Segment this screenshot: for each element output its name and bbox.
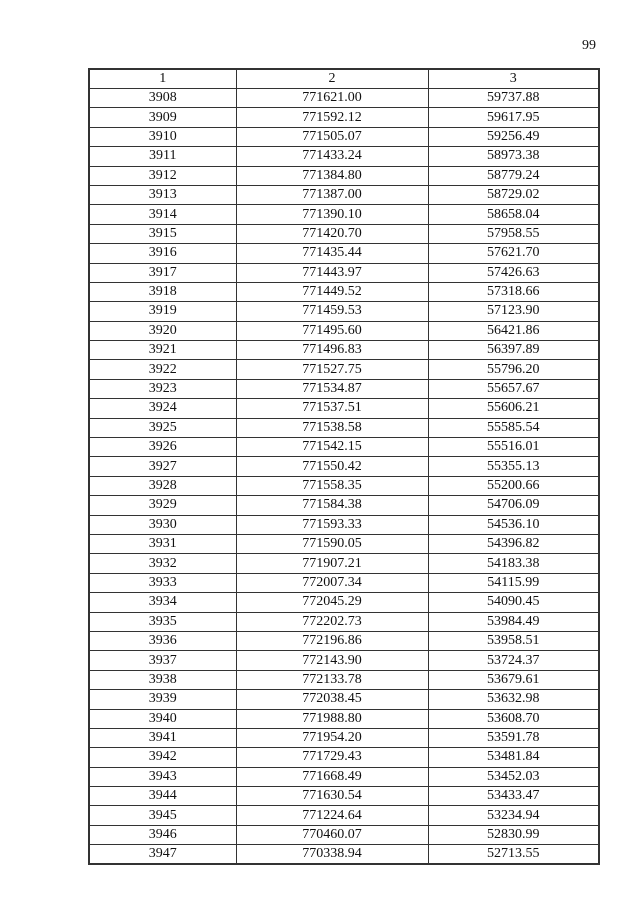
y-coordinate-cell: 54090.45 — [428, 593, 599, 612]
x-coordinate-cell: 770338.94 — [236, 845, 428, 865]
table-row — [89, 612, 599, 631]
x-coordinate-cell: 771443.97 — [236, 263, 428, 282]
x-coordinate-cell: 771459.53 — [236, 302, 428, 321]
x-coordinate-cell: 771592.12 — [236, 108, 428, 127]
x-coordinate-cell: 771534.87 — [236, 379, 428, 398]
x-coordinate-cell: 771496.83 — [236, 341, 428, 360]
y-coordinate-cell: 58779.24 — [428, 166, 599, 185]
x-coordinate-cell: 771435.44 — [236, 244, 428, 263]
y-coordinate-cell: 54115.99 — [428, 573, 599, 592]
point-number-cell: 3927 — [89, 457, 236, 476]
point-number-cell: 3938 — [89, 670, 236, 689]
y-coordinate-cell: 53679.61 — [428, 670, 599, 689]
point-number-cell: 3936 — [89, 631, 236, 650]
table-row — [89, 476, 599, 495]
table-row — [89, 709, 599, 728]
table-row — [89, 379, 599, 398]
x-coordinate-cell: 772202.73 — [236, 612, 428, 631]
point-number-cell: 3930 — [89, 515, 236, 534]
y-coordinate-cell: 53452.03 — [428, 767, 599, 786]
table-row — [89, 670, 599, 689]
x-coordinate-cell: 771387.00 — [236, 185, 428, 204]
point-number-cell: 3916 — [89, 244, 236, 263]
point-number-cell: 3934 — [89, 593, 236, 612]
y-coordinate-cell: 58729.02 — [428, 185, 599, 204]
table-row — [89, 341, 599, 360]
point-number-cell: 3946 — [89, 825, 236, 844]
x-coordinate-cell: 771590.05 — [236, 534, 428, 553]
table-row — [89, 631, 599, 650]
y-coordinate-cell: 59256.49 — [428, 127, 599, 146]
point-number-cell: 3921 — [89, 341, 236, 360]
table-row — [89, 593, 599, 612]
page-number: 99 — [582, 38, 596, 53]
x-coordinate-cell: 772196.86 — [236, 631, 428, 650]
y-coordinate-cell: 53591.78 — [428, 728, 599, 747]
x-coordinate-cell: 771668.49 — [236, 767, 428, 786]
point-number-cell: 3924 — [89, 399, 236, 418]
table-row — [89, 438, 599, 457]
table-row — [89, 515, 599, 534]
x-coordinate-cell: 771593.33 — [236, 515, 428, 534]
y-coordinate-cell: 57958.55 — [428, 224, 599, 243]
table-row — [89, 573, 599, 592]
point-number-cell: 3935 — [89, 612, 236, 631]
y-coordinate-cell: 59617.95 — [428, 108, 599, 127]
table-row — [89, 845, 599, 865]
table-row — [89, 108, 599, 127]
point-number-cell: 3922 — [89, 360, 236, 379]
x-coordinate-cell: 771542.15 — [236, 438, 428, 457]
point-number-cell: 3943 — [89, 767, 236, 786]
table-row — [89, 457, 599, 476]
table-row — [89, 205, 599, 224]
point-number-cell: 3915 — [89, 224, 236, 243]
x-coordinate-cell: 771621.00 — [236, 89, 428, 108]
y-coordinate-cell: 58973.38 — [428, 147, 599, 166]
coordinates-table — [88, 68, 600, 865]
table-row — [89, 282, 599, 301]
table-row — [89, 554, 599, 573]
y-coordinate-cell: 57621.70 — [428, 244, 599, 263]
x-coordinate-cell: 771907.21 — [236, 554, 428, 573]
x-coordinate-cell: 772143.90 — [236, 651, 428, 670]
point-number-cell: 3913 — [89, 185, 236, 204]
y-coordinate-cell: 53481.84 — [428, 748, 599, 767]
point-number-cell: 3933 — [89, 573, 236, 592]
table-body — [89, 89, 599, 865]
x-coordinate-cell: 771729.43 — [236, 748, 428, 767]
y-coordinate-cell: 53724.37 — [428, 651, 599, 670]
table-row — [89, 224, 599, 243]
y-coordinate-cell: 53958.51 — [428, 631, 599, 650]
y-coordinate-cell: 59737.88 — [428, 89, 599, 108]
point-number-cell: 3908 — [89, 89, 236, 108]
point-number-cell: 3926 — [89, 438, 236, 457]
point-number-cell: 3929 — [89, 496, 236, 515]
table-row — [89, 185, 599, 204]
x-coordinate-cell: 770460.07 — [236, 825, 428, 844]
y-coordinate-cell: 55796.20 — [428, 360, 599, 379]
y-coordinate-cell: 53984.49 — [428, 612, 599, 631]
point-number-cell: 3942 — [89, 748, 236, 767]
y-coordinate-cell: 55516.01 — [428, 438, 599, 457]
x-coordinate-cell: 771538.58 — [236, 418, 428, 437]
x-coordinate-cell: 772038.45 — [236, 690, 428, 709]
y-coordinate-cell: 53234.94 — [428, 806, 599, 825]
y-coordinate-cell: 55585.54 — [428, 418, 599, 437]
point-number-cell: 3947 — [89, 845, 236, 865]
y-coordinate-cell: 53632.98 — [428, 690, 599, 709]
y-coordinate-cell: 54396.82 — [428, 534, 599, 553]
x-coordinate-cell: 771550.42 — [236, 457, 428, 476]
y-coordinate-cell: 56421.86 — [428, 321, 599, 340]
table-row — [89, 418, 599, 437]
header-row — [89, 69, 599, 89]
x-coordinate-cell: 771420.70 — [236, 224, 428, 243]
point-number-cell: 3939 — [89, 690, 236, 709]
table-row — [89, 534, 599, 553]
header-cell-col-2: 2 — [236, 69, 428, 89]
table-row — [89, 728, 599, 747]
table-row — [89, 321, 599, 340]
y-coordinate-cell: 54706.09 — [428, 496, 599, 515]
x-coordinate-cell: 771390.10 — [236, 205, 428, 224]
table-row — [89, 748, 599, 767]
x-coordinate-cell: 771584.38 — [236, 496, 428, 515]
table-header — [89, 69, 599, 89]
point-number-cell: 3911 — [89, 147, 236, 166]
table-row — [89, 787, 599, 806]
table-row — [89, 360, 599, 379]
y-coordinate-cell: 52713.55 — [428, 845, 599, 865]
x-coordinate-cell: 771527.75 — [236, 360, 428, 379]
point-number-cell: 3932 — [89, 554, 236, 573]
x-coordinate-cell: 771449.52 — [236, 282, 428, 301]
y-coordinate-cell: 54183.38 — [428, 554, 599, 573]
x-coordinate-cell: 771505.07 — [236, 127, 428, 146]
table-row — [89, 399, 599, 418]
x-coordinate-cell: 771224.64 — [236, 806, 428, 825]
y-coordinate-cell: 57123.90 — [428, 302, 599, 321]
point-number-cell: 3941 — [89, 728, 236, 747]
point-number-cell: 3919 — [89, 302, 236, 321]
point-number-cell: 3931 — [89, 534, 236, 553]
header-cell-col-3: 3 — [428, 69, 599, 89]
table-row — [89, 166, 599, 185]
y-coordinate-cell: 54536.10 — [428, 515, 599, 534]
point-number-cell: 3910 — [89, 127, 236, 146]
y-coordinate-cell: 52830.99 — [428, 825, 599, 844]
table-row — [89, 302, 599, 321]
point-number-cell: 3914 — [89, 205, 236, 224]
x-coordinate-cell: 771954.20 — [236, 728, 428, 747]
table-row — [89, 767, 599, 786]
table-row — [89, 806, 599, 825]
y-coordinate-cell: 56397.89 — [428, 341, 599, 360]
point-number-cell: 3940 — [89, 709, 236, 728]
y-coordinate-cell: 55200.66 — [428, 476, 599, 495]
x-coordinate-cell: 771433.24 — [236, 147, 428, 166]
point-number-cell: 3912 — [89, 166, 236, 185]
x-coordinate-cell: 771384.80 — [236, 166, 428, 185]
table-row — [89, 127, 599, 146]
y-coordinate-cell: 57318.66 — [428, 282, 599, 301]
point-number-cell: 3909 — [89, 108, 236, 127]
header-cell-col-1: 1 — [89, 69, 236, 89]
y-coordinate-cell: 53608.70 — [428, 709, 599, 728]
point-number-cell: 3944 — [89, 787, 236, 806]
y-coordinate-cell: 55606.21 — [428, 399, 599, 418]
x-coordinate-cell: 772045.29 — [236, 593, 428, 612]
x-coordinate-cell: 771988.80 — [236, 709, 428, 728]
point-number-cell: 3928 — [89, 476, 236, 495]
point-number-cell: 3920 — [89, 321, 236, 340]
x-coordinate-cell: 771630.54 — [236, 787, 428, 806]
table-row — [89, 690, 599, 709]
point-number-cell: 3937 — [89, 651, 236, 670]
table-row — [89, 825, 599, 844]
point-number-cell: 3945 — [89, 806, 236, 825]
point-number-cell: 3923 — [89, 379, 236, 398]
y-coordinate-cell: 58658.04 — [428, 205, 599, 224]
x-coordinate-cell: 771495.60 — [236, 321, 428, 340]
point-number-cell: 3917 — [89, 263, 236, 282]
table-row — [89, 147, 599, 166]
x-coordinate-cell: 771537.51 — [236, 399, 428, 418]
y-coordinate-cell: 55657.67 — [428, 379, 599, 398]
table-row — [89, 244, 599, 263]
x-coordinate-cell: 772007.34 — [236, 573, 428, 592]
point-number-cell: 3925 — [89, 418, 236, 437]
table-row — [89, 496, 599, 515]
y-coordinate-cell: 57426.63 — [428, 263, 599, 282]
table-row — [89, 263, 599, 282]
x-coordinate-cell: 772133.78 — [236, 670, 428, 689]
point-number-cell: 3918 — [89, 282, 236, 301]
table-row — [89, 651, 599, 670]
x-coordinate-cell: 771558.35 — [236, 476, 428, 495]
table-row — [89, 89, 599, 108]
y-coordinate-cell: 53433.47 — [428, 787, 599, 806]
y-coordinate-cell: 55355.13 — [428, 457, 599, 476]
